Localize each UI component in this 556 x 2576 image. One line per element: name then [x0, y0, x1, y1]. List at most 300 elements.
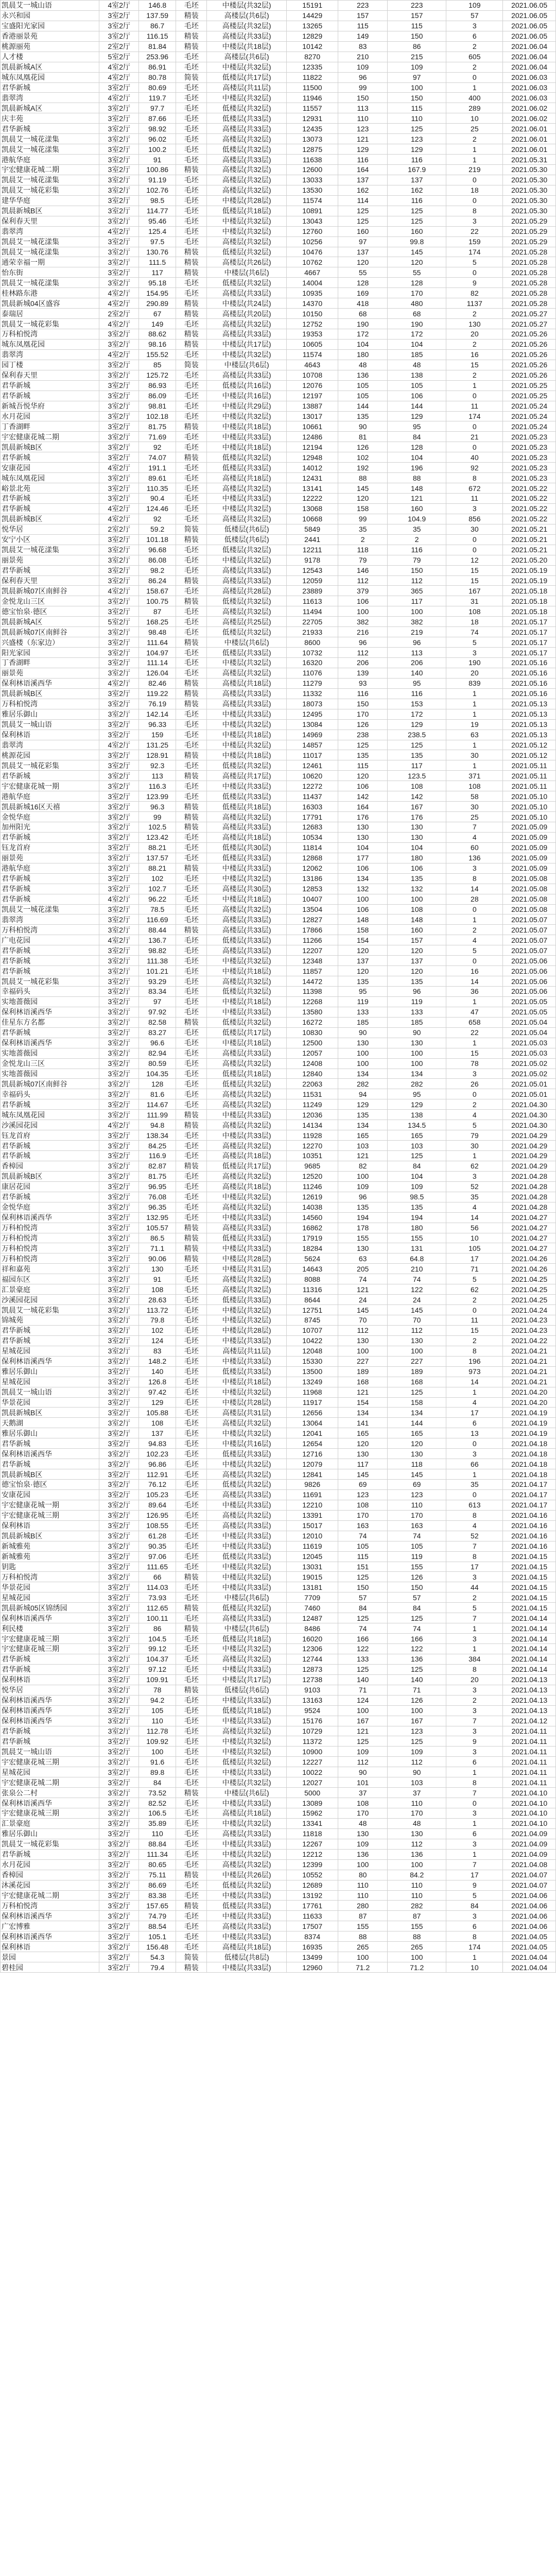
cell-decoration: 毛坯 [176, 1859, 207, 1870]
cell-list-price: 384 [446, 1654, 503, 1664]
cell-community: 雅居乐御山 [1, 709, 99, 719]
cell-decoration: 毛坯 [176, 606, 207, 617]
cell-total: 14038 [286, 1202, 338, 1212]
table-row [1, 1253, 556, 1264]
cell-total: 13499 [286, 1952, 338, 1962]
cell-total: 22705 [286, 617, 338, 627]
cell-area: 100.86 [139, 165, 176, 175]
cell-cycle: 116 [387, 545, 446, 555]
cell-layout: 4室2厅 [99, 298, 139, 309]
cell-follow: 2021.05.17 [503, 627, 556, 637]
cell-decoration: 毛坯 [176, 21, 207, 31]
cell-total: 12036 [286, 1110, 338, 1120]
cell-cycle: 189 [387, 1366, 446, 1377]
cell-decoration: 毛坯 [176, 945, 207, 956]
cell-community: 泰瑞居 [1, 309, 99, 319]
cell-community: 德宝怡泉·德区 [1, 606, 99, 617]
cell-decoration: 简装 [176, 524, 207, 534]
cell-unit-price: 99 [338, 514, 388, 524]
cell-layout: 3室2厅 [99, 1480, 139, 1490]
cell-cycle: 100 [387, 1859, 446, 1870]
table-row [1, 1305, 556, 1315]
cell-area: 106.5 [139, 1808, 176, 1819]
cell-list-price: 20 [446, 1674, 503, 1685]
cell-area: 80.69 [139, 82, 176, 93]
cell-decoration: 毛坯 [176, 473, 207, 483]
cell-cycle: 123 [387, 1726, 446, 1736]
cell-community: 凯晨艾一城花彩集 [1, 760, 99, 771]
cell-unit-price: 418 [338, 298, 388, 309]
cell-area: 88.21 [139, 842, 176, 853]
table-row [1, 421, 556, 432]
cell-follow: 2021.05.31 [503, 155, 556, 165]
cell-list-price: 9 [446, 1880, 503, 1890]
cell-area: 168.25 [139, 617, 176, 627]
cell-total: 16303 [286, 802, 338, 812]
cell-decoration: 毛坯 [176, 1202, 207, 1212]
table-row [1, 432, 556, 442]
cell-decoration: 毛坯 [176, 894, 207, 904]
cell-floor: 中楼层(共6层) [207, 267, 287, 278]
cell-total: 9524 [286, 1705, 338, 1716]
cell-community: 张泉公二村 [1, 1788, 99, 1798]
cell-community: 保利林语 [1, 1674, 99, 1685]
cell-list-price: 174 [446, 247, 503, 257]
cell-list-price: 136 [446, 853, 503, 863]
table-row [1, 1541, 556, 1551]
cell-cycle: 150 [387, 1582, 446, 1592]
cell-list-price: 1 [446, 380, 503, 391]
cell-area: 125.72 [139, 370, 176, 380]
cell-layout: 3室2厅 [99, 31, 139, 41]
cell-unit-price: 125 [338, 216, 388, 226]
cell-layout: 3室2厅 [99, 1151, 139, 1161]
cell-area: 61.28 [139, 1531, 176, 1541]
cell-floor: 高楼层(共33层) [207, 945, 287, 956]
cell-decoration: 毛坯 [176, 617, 207, 627]
table-row [1, 1500, 556, 1510]
cell-area: 35.89 [139, 1818, 176, 1828]
cell-total: 13141 [286, 483, 338, 494]
cell-layout: 3室2厅 [99, 1141, 139, 1151]
cell-unit-price: 101 [338, 1777, 388, 1788]
cell-community: 康居花园 [1, 1181, 99, 1192]
cell-community: 君华新城 [1, 391, 99, 401]
cell-unit-price: 137 [338, 247, 388, 257]
cell-area: 102.5 [139, 822, 176, 833]
table-row [1, 1818, 556, 1828]
cell-area: 96.02 [139, 134, 176, 144]
cell-area: 137.57 [139, 853, 176, 863]
cell-list-price: 12 [446, 555, 503, 565]
cell-unit-price: 109 [338, 1747, 388, 1757]
cell-list-price: 20 [446, 329, 503, 340]
cell-follow: 2021.04.11 [503, 1726, 556, 1736]
cell-community: 香港丽景苑 [1, 31, 99, 41]
cell-community: 凯晨新城B区 [1, 1408, 99, 1418]
cell-list-price: 13 [446, 1428, 503, 1438]
cell-follow: 2021.05.06 [503, 976, 556, 987]
cell-list-price: 3 [446, 863, 503, 873]
cell-cycle: 125 [387, 1664, 446, 1674]
cell-list-price: 17 [446, 1562, 503, 1572]
cell-list-price: 289 [446, 103, 503, 113]
cell-community: 宇宏健康花城三期 [1, 1808, 99, 1819]
cell-cycle: 110 [387, 1880, 446, 1890]
cell-follow: 2021.04.20 [503, 1387, 556, 1397]
cell-area: 96.6 [139, 1038, 176, 1048]
cell-floor: 中楼层(共32层) [207, 62, 287, 72]
cell-community: 沙溪园花园 [1, 1295, 99, 1305]
cell-follow: 2021.04.10 [503, 1788, 556, 1798]
cell-unit-price: 122 [338, 1644, 388, 1654]
cell-unit-price: 135 [338, 750, 388, 760]
cell-layout: 3室2厅 [99, 1788, 139, 1798]
cell-area: 96.68 [139, 545, 176, 555]
cell-unit-price: 55 [338, 267, 388, 278]
cell-community: 君华新城 [1, 832, 99, 842]
cell-unit-price: 126 [338, 442, 388, 452]
cell-total: 10256 [286, 236, 338, 247]
cell-total: 21933 [286, 627, 338, 637]
cell-decoration: 毛坯 [176, 956, 207, 966]
table-row [1, 1387, 556, 1397]
cell-decoration: 毛坯 [176, 1747, 207, 1757]
cell-list-price: 0 [446, 1089, 503, 1099]
cell-community: 福园东区 [1, 1274, 99, 1284]
cell-list-price: 58 [446, 791, 503, 802]
table-row [1, 349, 556, 360]
cell-decoration: 毛坯 [176, 1141, 207, 1151]
cell-total: 12486 [286, 432, 338, 442]
cell-layout: 3室2厅 [99, 1890, 139, 1901]
table-row [1, 832, 556, 842]
cell-unit-price: 139 [338, 668, 388, 678]
cell-decoration: 毛坯 [176, 1171, 207, 1181]
table-row [1, 1130, 556, 1141]
cell-list-price: 56 [446, 1223, 503, 1233]
cell-layout: 3室2厅 [99, 1397, 139, 1408]
cell-floor: 中楼层(共18层) [207, 996, 287, 1007]
table-row [1, 298, 556, 309]
cell-area: 191.1 [139, 463, 176, 473]
cell-floor: 高楼层(共31层) [207, 1408, 287, 1418]
cell-floor: 中楼层(共33层) [207, 1110, 287, 1120]
table-row [1, 1901, 556, 1911]
cell-cycle: 145 [387, 1305, 446, 1315]
cell-decoration: 毛坯 [176, 1531, 207, 1541]
cell-floor: 高楼层(共33层) [207, 329, 287, 340]
cell-unit-price: 120 [338, 1438, 388, 1449]
cell-total: 13249 [286, 1377, 338, 1387]
cell-community: 万科柏悦湾 [1, 925, 99, 935]
cell-list-price: 30 [446, 1141, 503, 1151]
cell-decoration: 毛坯 [176, 1613, 207, 1623]
cell-follow: 2021.04.27 [503, 1223, 556, 1233]
cell-floor: 中楼层(共16层) [207, 1438, 287, 1449]
cell-community: 凯晨新城A区 [1, 62, 99, 72]
cell-follow: 2021.04.11 [503, 1747, 556, 1757]
cell-decoration: 毛坯 [176, 1674, 207, 1685]
cell-list-price: 1 [446, 1952, 503, 1962]
cell-total: 8270 [286, 52, 338, 62]
cell-list-price: 25 [446, 812, 503, 822]
cell-community: 人才楼 [1, 52, 99, 62]
table-row [1, 987, 556, 997]
cell-total: 12487 [286, 1613, 338, 1623]
cell-layout: 4室2厅 [99, 93, 139, 103]
cell-community: 宇宏健康花城一期 [1, 781, 99, 791]
table-row [1, 760, 556, 771]
cell-area: 99 [139, 812, 176, 822]
table-row [1, 1634, 556, 1644]
cell-follow: 2021.04.14 [503, 1644, 556, 1654]
cell-community: 君华新城 [1, 956, 99, 966]
cell-follow: 2021.05.22 [503, 503, 556, 514]
cell-decoration: 简装 [176, 72, 207, 82]
cell-decoration: 毛坯 [176, 1315, 207, 1326]
cell-area: 73.93 [139, 1592, 176, 1603]
cell-total: 10661 [286, 421, 338, 432]
cell-list-price: 8 [446, 473, 503, 483]
cell-area: 97.5 [139, 236, 176, 247]
cell-total: 12751 [286, 1305, 338, 1315]
cell-layout: 3室2厅 [99, 688, 139, 699]
table-row [1, 144, 556, 155]
cell-unit-price: 120 [338, 257, 388, 267]
cell-total: 11613 [286, 596, 338, 606]
table-row [1, 21, 556, 31]
cell-area: 85 [139, 360, 176, 370]
cell-floor: 高楼层(共6层) [207, 52, 287, 62]
cell-decoration: 毛坯 [176, 648, 207, 658]
cell-follow: 2021.04.19 [503, 1408, 556, 1418]
cell-community: 君华新城 [1, 894, 99, 904]
cell-total: 13186 [286, 873, 338, 884]
cell-unit-price: 106 [338, 863, 388, 873]
cell-layout: 4室2厅 [99, 349, 139, 360]
table-row [1, 339, 556, 349]
cell-layout: 3室2厅 [99, 1346, 139, 1356]
cell-area: 112.91 [139, 1469, 176, 1480]
cell-follow: 2021.05.24 [503, 411, 556, 421]
cell-community: 保利春天里 [1, 370, 99, 380]
cell-decoration: 毛坯 [176, 1264, 207, 1274]
table-row [1, 1, 556, 11]
cell-floor: 中楼层(共32层) [207, 658, 287, 668]
cell-cycle: 135 [387, 976, 446, 987]
table-row [1, 124, 556, 134]
cell-follow: 2021.05.26 [503, 329, 556, 340]
cell-layout: 3室2厅 [99, 699, 139, 709]
cell-cycle: 140 [387, 668, 446, 678]
cell-follow: 2021.05.23 [503, 442, 556, 452]
cell-area: 109.92 [139, 1736, 176, 1747]
cell-floor: 低楼层(共32层) [207, 278, 287, 288]
cell-cycle: 215 [387, 52, 446, 62]
cell-floor: 中楼层(共6层) [207, 1592, 287, 1603]
cell-community: 君华新城 [1, 1027, 99, 1038]
cell-cycle: 100 [387, 1705, 446, 1716]
cell-layout: 3室2厅 [99, 956, 139, 966]
cell-total: 12827 [286, 914, 338, 925]
cell-list-price: 62 [446, 1284, 503, 1295]
cell-cycle: 84 [387, 432, 446, 442]
cell-layout: 3室2厅 [99, 1489, 139, 1500]
cell-decoration: 毛坯 [176, 791, 207, 802]
cell-community: 保利林语溪西华 [1, 1798, 99, 1808]
cell-total: 14969 [286, 730, 338, 740]
cell-cycle: 37 [387, 1788, 446, 1798]
cell-community: 宇宏健康花城二期 [1, 1890, 99, 1901]
cell-list-price: 15 [446, 575, 503, 586]
cell-list-price: 2 [446, 339, 503, 349]
cell-area: 86.91 [139, 62, 176, 72]
cell-unit-price: 227 [338, 1356, 388, 1366]
cell-area: 111.65 [139, 1562, 176, 1572]
cell-decoration: 毛坯 [176, 401, 207, 411]
cell-follow: 2021.04.30 [503, 1120, 556, 1130]
cell-cycle: 190 [387, 319, 446, 329]
cell-layout: 3室2厅 [99, 1171, 139, 1181]
cell-layout: 3室2厅 [99, 432, 139, 442]
cell-floor: 低楼层(共32层) [207, 1480, 287, 1490]
cell-floor: 高楼层(共32层) [207, 1726, 287, 1736]
cell-follow: 2021.04.07 [503, 1870, 556, 1880]
cell-unit-price: 68 [338, 309, 388, 319]
cell-floor: 高楼层(共33层) [207, 1048, 287, 1058]
cell-floor: 中楼层(共33层) [207, 1911, 287, 1921]
cell-total: 17761 [286, 1901, 338, 1911]
cell-decoration: 毛坯 [176, 1510, 207, 1520]
cell-area: 95.46 [139, 216, 176, 226]
cell-floor: 低楼层(共16层) [207, 380, 287, 391]
cell-total: 12062 [286, 863, 338, 873]
cell-follow: 2021.05.28 [503, 267, 556, 278]
cell-decoration: 毛坯 [176, 1654, 207, 1664]
cell-unit-price: 216 [338, 627, 388, 637]
cell-decoration: 毛坯 [176, 124, 207, 134]
cell-floor: 中楼层(共18层) [207, 966, 287, 976]
cell-community: 凯晨新城B区 [1, 442, 99, 452]
cell-decoration: 毛坯 [176, 1634, 207, 1644]
cell-community: 凯晨新城07区南鲜谷 [1, 1079, 99, 1089]
cell-total: 2441 [286, 534, 338, 545]
cell-community: 君华新城 [1, 494, 99, 504]
cell-community: 广宏博雅 [1, 1921, 99, 1931]
table-row [1, 1223, 556, 1233]
cell-unit-price: 96 [338, 1192, 388, 1202]
cell-area: 97 [139, 996, 176, 1007]
cell-cycle: 88 [387, 473, 446, 483]
cell-follow: 2021.05.30 [503, 206, 556, 216]
cell-unit-price: 120 [338, 494, 388, 504]
cell-list-price: 4 [446, 832, 503, 842]
cell-list-price: 5 [446, 1274, 503, 1284]
cell-list-price: 6 [446, 1757, 503, 1767]
cell-community: 悦华居 [1, 524, 99, 534]
cell-floor: 中楼层(共32层) [207, 1459, 287, 1469]
cell-community: 凯晨艾一城花漾集 [1, 545, 99, 555]
cell-total: 12931 [286, 113, 338, 124]
cell-total: 12057 [286, 1048, 338, 1058]
cell-total: 12543 [286, 565, 338, 575]
cell-unit-price: 164 [338, 802, 388, 812]
cell-community: 君华新城 [1, 1099, 99, 1110]
cell-layout: 3室2厅 [99, 1520, 139, 1531]
cell-decoration: 毛坯 [176, 1880, 207, 1890]
cell-floor: 高楼层(共32层) [207, 1099, 287, 1110]
cell-layout: 3室2厅 [99, 401, 139, 411]
cell-community: 丁香湖畔 [1, 658, 99, 668]
cell-layout: 3室2厅 [99, 1911, 139, 1921]
cell-community: 万科柏悦湾 [1, 1901, 99, 1911]
cell-community: 汇景豪庭 [1, 1284, 99, 1295]
cell-follow: 2021.05.24 [503, 401, 556, 411]
cell-layout: 3室2厅 [99, 791, 139, 802]
cell-follow: 2021.04.18 [503, 1449, 556, 1459]
cell-area: 83.27 [139, 1027, 176, 1038]
cell-total: 13031 [286, 1562, 338, 1572]
cell-unit-price: 125 [338, 206, 388, 216]
cell-area: 108.55 [139, 1520, 176, 1531]
cell-decoration: 毛坯 [176, 1459, 207, 1469]
cell-community: 怡东街 [1, 267, 99, 278]
table-row [1, 904, 556, 914]
cell-floor: 中楼层(共33层) [207, 1767, 287, 1777]
cell-list-price: 0 [446, 1489, 503, 1500]
cell-layout: 3室2厅 [99, 494, 139, 504]
cell-total: 11398 [286, 987, 338, 997]
cell-list-price: 62 [446, 1161, 503, 1171]
cell-total: 13064 [286, 1418, 338, 1428]
cell-list-price: 14 [446, 1377, 503, 1387]
cell-decoration: 精装 [176, 339, 207, 349]
cell-cycle: 95 [387, 1089, 446, 1099]
cell-follow: 2021.04.06 [503, 1890, 556, 1901]
cell-layout: 3室2厅 [99, 1757, 139, 1767]
cell-decoration: 毛坯 [176, 1469, 207, 1480]
cell-decoration: 毛坯 [176, 884, 207, 894]
cell-list-price: 6 [446, 31, 503, 41]
table-row [1, 884, 556, 894]
cell-decoration: 毛坯 [176, 195, 207, 206]
cell-area: 97.06 [139, 1551, 176, 1562]
cell-follow: 2021.05.11 [503, 771, 556, 781]
cell-cycle: 100 [387, 1952, 446, 1962]
cell-cycle: 103 [387, 1777, 446, 1788]
cell-cycle: 112 [387, 575, 446, 586]
cell-total: 13391 [286, 1510, 338, 1520]
cell-cycle: 155 [387, 1562, 446, 1572]
table-row [1, 1592, 556, 1603]
cell-unit-price: 130 [338, 1449, 388, 1459]
cell-community: 园丁楼 [1, 360, 99, 370]
cell-area: 86 [139, 1623, 176, 1634]
cell-floor: 中楼层(共32层) [207, 555, 287, 565]
cell-unit-price: 109 [338, 62, 388, 72]
cell-area: 86.09 [139, 391, 176, 401]
cell-layout: 3室2厅 [99, 873, 139, 884]
cell-area: 91.19 [139, 175, 176, 185]
cell-community: 凯晨新城A区 [1, 103, 99, 113]
cell-area: 102 [139, 1325, 176, 1335]
cell-decoration: 毛坯 [176, 1808, 207, 1819]
cell-cycle: 110 [387, 1500, 446, 1510]
cell-total: 10022 [286, 1767, 338, 1777]
cell-community: 君华新城 [1, 1736, 99, 1747]
cell-community: 君华新城 [1, 1192, 99, 1202]
